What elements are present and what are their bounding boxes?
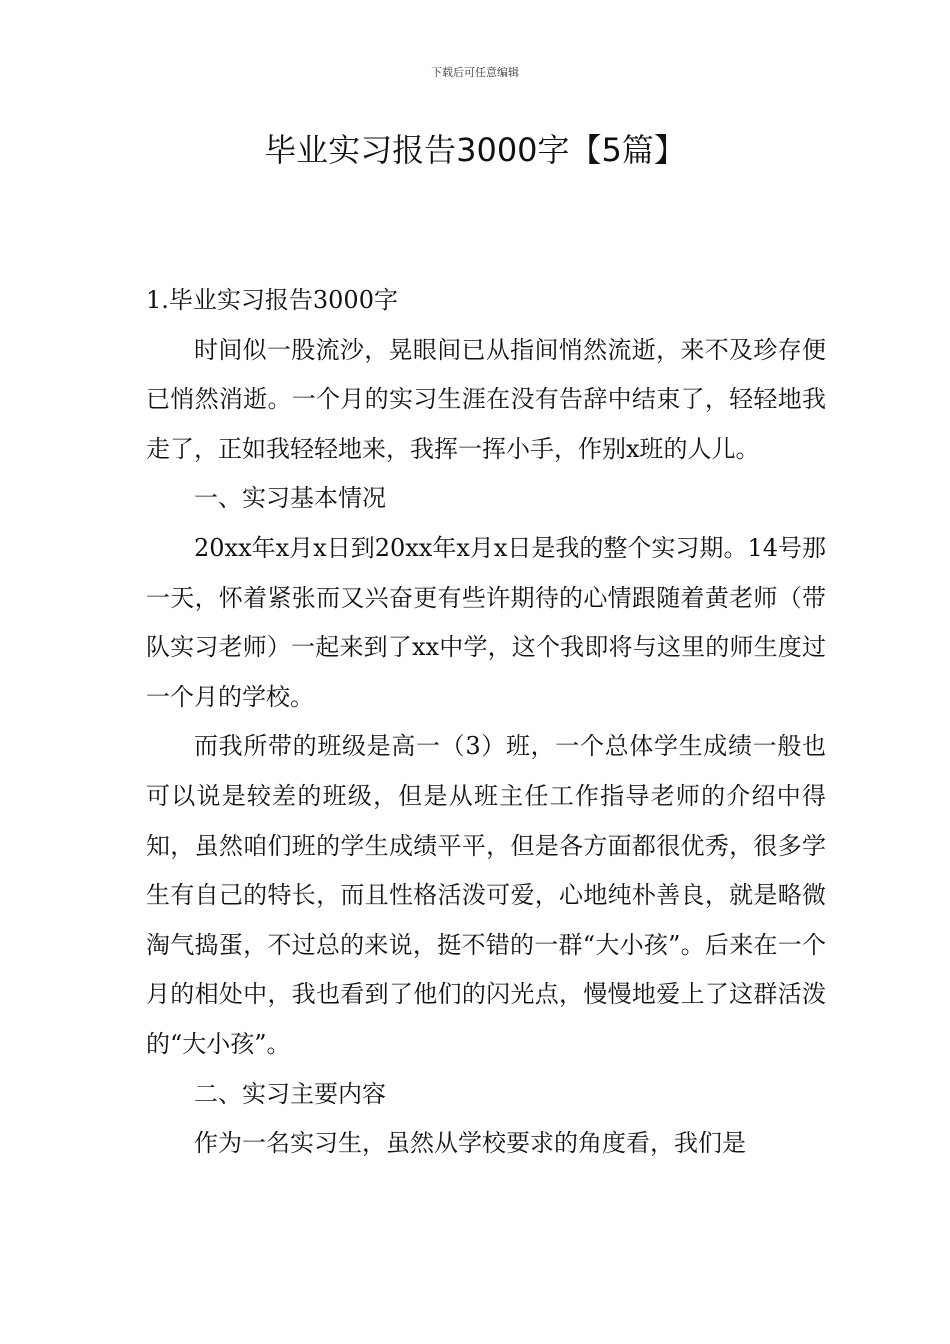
paragraph-intro: 时间似一股流沙，晃眼间已从指间悄然流逝，来不及珍存便已悄然消逝。一个月的实习生涯在没有告辞中结束了，轻轻地我走了，正如我轻轻地来，我挥一挥小手，作别x班的人儿。 (146, 335, 826, 463)
paragraph-main-content: 作为一名实习生，虽然从学校要求的角度看，我们是 (194, 1129, 746, 1158)
document-title: 毕业实习报告3000字【5篇】 (264, 131, 686, 169)
section-heading-1: 1.毕业实习报告3000字 (146, 286, 398, 314)
header-note: 下载后可任意编辑 (431, 66, 519, 79)
paragraph-class-description: 而我所带的班级是高一（3）班，一个总体学生成绩一般也可以说是较差的班级，但是从班主任工作指导老师的介绍中得知，虽然咱们班的学生成绩平平，但是各方面都很优秀，很多学生有自己的特长，而且性格活泼可爱，心地纯朴善良，就是略微淘气捣蛋，不过总的来说，挺不错的一群“大小孩”。后来在一个月的相处中，我也看到了他们的闪光点，慢慢地爱上了这群活泼的“大小孩”。 (146, 732, 826, 1058)
subheading-basic-situation: 一、实习基本情况 (194, 484, 386, 513)
document-body (146, 276, 826, 1169)
subheading-main-content: 二、实习主要内容 (194, 1079, 386, 1108)
paragraph-internship-period: 20xx年x月x日到20xx年x月x日是我的整个实习期。14号那一天，怀着紧张而又兴奋更有些许期待的心情跟随着黄老师（带队实习老师）一起来到了xx中学，这个我即将与这里的师生度过一个月的学校。 (146, 533, 826, 711)
